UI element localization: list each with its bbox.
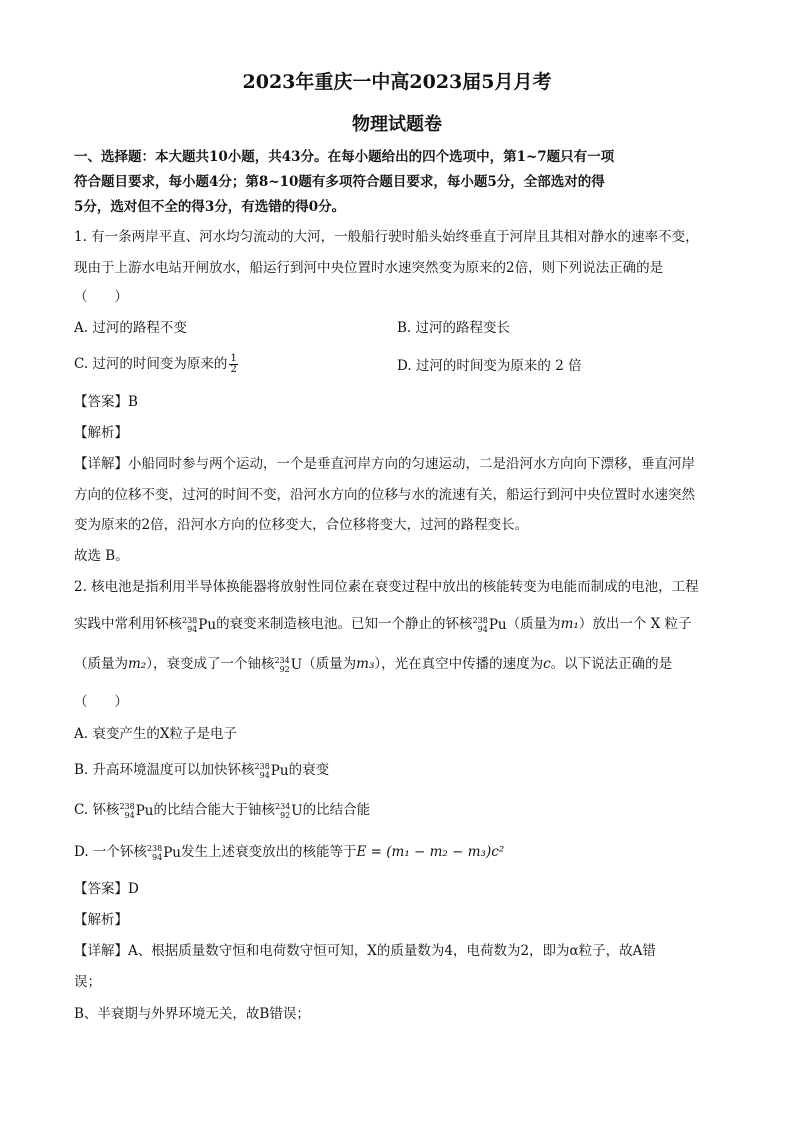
q2-paren: （ ）: [74, 694, 128, 710]
q2-answer: 【答案】D: [74, 881, 139, 897]
q2-detail-line-1: 【详解】A、根据质量数守恒和电荷数守恒可知，X的质量数为4，电荷数为2，即为α粒子，故A错: [74, 943, 656, 959]
q1-choose: 故选 B。: [74, 548, 129, 564]
q1-analysis-label: 【解析】: [74, 425, 128, 441]
plutonium-nuclide: 238 94 Pu: [182, 615, 217, 634]
page-subtitle: 物理试题卷: [352, 114, 442, 135]
q2-option-a: A. 衰变产生的X粒子是电子: [74, 726, 237, 742]
mass-m1: m₁: [560, 616, 579, 632]
q1-paren: （ ）: [74, 289, 128, 305]
plutonium-nuclide: 238 94 Pu: [119, 801, 154, 820]
mass-m3: m₃: [356, 656, 375, 672]
q1-option-b: B. 过河的路程变长: [397, 320, 511, 336]
q1-answer: 【答案】B: [74, 394, 138, 410]
q1-option-c-fraction: $\frac{1}{2}$: [230, 353, 237, 375]
page-title: 2023年重庆一中高2023届5月月考: [242, 71, 552, 93]
q1-stem-line-2: 现由于上游水电站开闸放水，船运行到河中央位置时水速突然变为原来的2倍，则下列说法正确的是: [74, 260, 664, 276]
q2-stem-line-1: 2. 核电池是指利用半导体换能器将放射性同位素在衰变过程中放出的核能转变为电能而制成的电池，工程: [74, 579, 699, 595]
q1-detail-line-1: 【详解】小船同时参与两个运动，一个是垂直河岸方向的匀速运动，二是沿河水方向向下漂移，垂直河岸: [74, 456, 695, 472]
q2-option-c: C. 钚核 238 94 Pu 的比结合能大于铀核 234 92 U 的比结合能: [74, 801, 371, 820]
section-heading-line-2: 符合题目要求，每小题4分；第8~10题有多项符合题目要求，每小题5分，全部选对的得: [74, 174, 605, 190]
plutonium-nuclide: 238 94 Pu: [472, 615, 507, 634]
uranium-nuclide: 234 92 U: [275, 801, 303, 820]
q1-detail-line-2: 方向的位移不变，过河的时间不变，沿河水方向的位移与水的流速有关，船运行到河中央位置时水速突然: [74, 487, 695, 503]
q2-stem-line-3: （质量为m₂），衰变成了一个铀核 234 92 U （质量为m₃），光在真空中传播的速度为c。以下说法正确的是: [74, 655, 673, 674]
q1-option-d: D. 过河的时间变为原来的 2 倍: [397, 358, 582, 374]
q2-option-d: D. 一个钚核 238 94 Pu 发生上述衰变放出的核能等于E = (m₁ − m₂ − m₃)c²: [74, 843, 505, 862]
plutonium-nuclide: 238 94 Pu: [254, 761, 289, 780]
light-speed-c: c: [543, 656, 551, 672]
q1-detail-line-3: 变为原来的2倍，沿河水方向的位移变大，合位移将变大，过河的路程变长。: [74, 517, 529, 533]
q2-stem-line-2: 实践中常利用钚核 238 94 Pu 的衰变来制造核电池。已知一个静止的钚核 238 94 Pu （质量为m₁）放出一个 X 粒子: [74, 615, 692, 634]
section-heading-line-1: 一、选择题：本大题共10小题，共43分。在每小题给出的四个选项中，第1~7题只有一项: [74, 149, 615, 165]
q2-analysis-label: 【解析】: [74, 912, 128, 928]
energy-formula: E = (m₁ − m₂ − m₃)c²: [356, 844, 505, 860]
section-heading-line-3: 5分，选对但不全的得3分，有选错的得0分。: [74, 199, 346, 215]
mass-m2: m₂: [128, 656, 147, 672]
q1-option-c-text: C. 过河的时间变为原来的: [74, 356, 228, 372]
q2-detail-b: B、半衰期与外界环境无关，故B错误；: [74, 1006, 310, 1022]
q1-stem-line-1: 1. 有一条两岸平直、河水均匀流动的大河，一般船行驶时船头始终垂直于河岸且其相对静水的速率不变，: [74, 229, 699, 245]
uranium-nuclide: 234 92 U: [274, 655, 303, 674]
q1-option-a: A. 过河的路程不变: [74, 320, 187, 336]
plutonium-nuclide: 238 94 Pu: [146, 843, 181, 862]
q1-option-c: [74, 354, 238, 375]
q2-detail-line-2: 误；: [74, 974, 101, 990]
q2-option-b: B. 升高环境温度可以加快钚核 238 94 Pu 的衰变: [74, 761, 330, 780]
